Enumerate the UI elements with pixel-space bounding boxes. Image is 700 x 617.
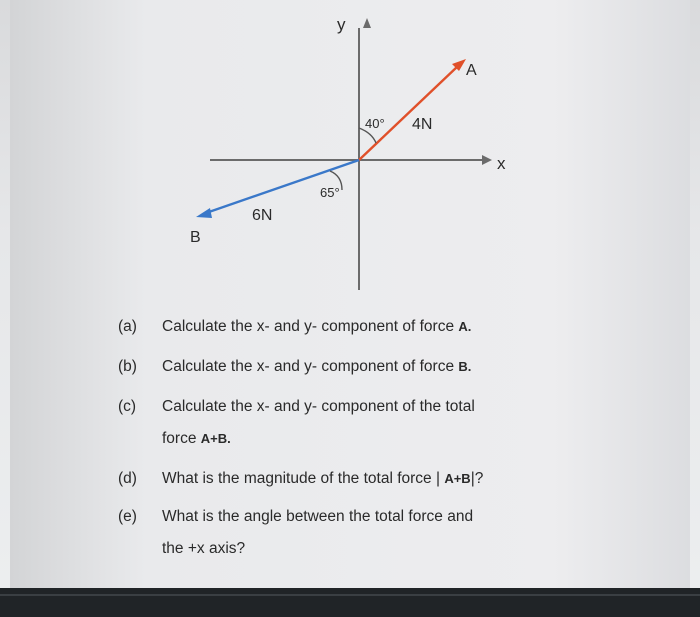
question-text: What is the magnitude of the total force | <box>162 470 445 487</box>
question-a <box>118 318 471 336</box>
question-tag: (e) <box>118 508 137 525</box>
question-text: force <box>162 430 201 447</box>
question-tail: |? <box>470 470 484 487</box>
force-a-vector <box>359 66 458 160</box>
y-axis-arrowhead <box>363 18 371 28</box>
question-e-continued <box>118 540 245 558</box>
force-a-label: A <box>466 62 477 79</box>
question-tag: (d) <box>118 470 137 487</box>
force-b-magnitude: 6N <box>252 207 273 224</box>
question-e <box>118 508 473 526</box>
force-a-magnitude: 4N <box>412 116 433 133</box>
question-tag: (c) <box>118 398 137 415</box>
force-b-arrowhead <box>196 208 212 218</box>
bottom-divider <box>0 594 700 596</box>
question-bold: A+B <box>444 471 471 486</box>
question-b <box>118 358 471 376</box>
question-d <box>118 470 483 488</box>
question-text: Calculate the x- and y- component of force <box>162 318 459 335</box>
question-bold: A+B. <box>200 431 231 446</box>
question-text: Calculate the x- and y- component of the total <box>162 398 475 415</box>
question-text: the +x axis? <box>162 540 246 557</box>
bottom-bar <box>0 588 700 617</box>
question-tag: (b) <box>118 358 137 375</box>
y-axis-label: y <box>337 15 346 34</box>
x-axis-label: x <box>497 154 506 173</box>
angle-40-label: 40° <box>365 116 385 131</box>
question-c <box>118 398 475 416</box>
question-bold: B. <box>458 359 472 374</box>
question-tag: (a) <box>118 318 137 335</box>
question-bold: A. <box>458 319 472 334</box>
angle-65-label: 65° <box>320 185 340 200</box>
question-text: Calculate the x- and y- component of force <box>162 358 459 375</box>
force-b-label: B <box>190 229 201 246</box>
question-text: What is the angle between the total force and <box>162 508 474 525</box>
question-c-continued <box>118 430 231 448</box>
x-axis-arrowhead <box>482 155 492 165</box>
